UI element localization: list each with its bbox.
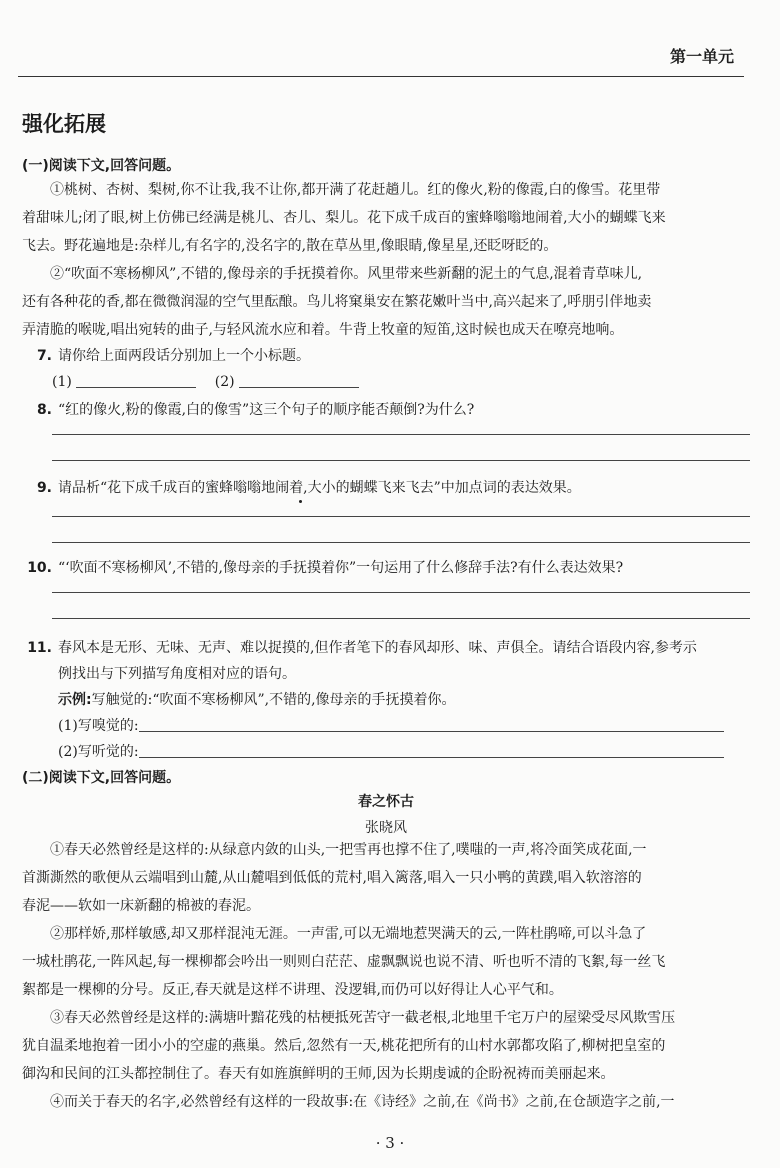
part2-heading: (二)阅读下文,回答问题。 [22,770,181,786]
answer-blank-hearing[interactable] [139,743,724,758]
header-rule [18,76,744,77]
part2-passage-para4: ④而关于春天的名字,必然曾经有这样的一段故事:在《诗经》之前,在《尚书》之前,在仓颉造字之前,一 [50,1094,675,1110]
answer-blank-smell[interactable] [139,717,724,732]
answer-line[interactable] [52,618,750,619]
page-number: · 3 · [375,1134,405,1152]
part1-passage-para2: ②“吹面不寒杨柳风”,不错的,像母亲的手抚摸着你。风里带来些新翻的泥土的气息,混着青草味儿, 还有各种花的香,都在微微润湿的空气里酝酿。鸟儿将窠巢安在繁花嫩叶当中,高兴起来了,呼朋引伴地卖 弄清脆的喉咙,唱出宛转的曲子,与轻风流水应和着。牛背上牧童的短笛,这时候也成天在嘹亮地响。 [22,266,652,338]
answer-line[interactable] [52,516,750,517]
question-11: 11. 春风本是无形、无味、无声、难以捉摸的,但作者笔下的春风却形、味、声俱全。请结合语段内容,参考示 例找出与下列描写角度相对应的语句。 示例:写触觉的:“吹面不寒杨柳风”,不错的,像母亲的手抚摸着你。 (1)写嗅觉的: (2)写听觉的: [22,638,750,762]
section-title: 强化拓展 [22,112,106,136]
part2-passage-para1: ①春天必然曾经是这样的:从绿意内敛的山头,一把雪再也撑不住了,噗嗤的一声,将冷面笑成花面,一 首澌澌然的歌便从云端唱到山麓,从山麓唱到低低的荒村,唱入篱落,唱入一只小鸭的黄蹼,唱入软溶溶的 春泥——软如一床新翻的棉被的春泥。 [22,842,647,914]
answer-line[interactable] [52,542,750,543]
unit-label: 第一单元 [669,47,734,66]
passage-author: 张晓风 [365,820,407,836]
part2-passage-para2: ②那样娇,那样敏感,却又那样混沌无涯。一声雷,可以无端地惹哭满天的云,一阵杜鹃啼,可以斗急了 一城杜鹃花,一阵风起,每一棵柳都会吟出一则则白茫茫、虚飘飘说也说不清、听也听不清的飞絮,每一丝飞 絮都是一棵柳的分号。反正,春天就是这样不讲理、没逻辑,而仍可以好得让人心平气和。 [22,926,666,998]
part2-passage-para3: ③春天必然曾经是这样的:满塘叶黯花残的枯梗抵死苦守一截老根,北地里千宅万户的屋梁受尽风欺雪压 犹自温柔地抱着一团小小的空虚的燕巢。然后,忽然有一天,桃花把所有的山村水郭都攻陷了,柳树把皇室的 御沟和民间的江头都控制住了。春天有如旌旗鲜明的王师,因为长期虔诚的企盼祝祷而美丽起来。 [22,1010,676,1082]
passage-title: 春之怀古 [358,794,414,810]
question-8: 8. “红的像火,粉的像霞,白的像雪”这三个句子的顺序能否颠倒?为什么? [36,402,475,418]
question-9: 9. 请品析“花下成千成百的蜜蜂嗡嗡地闹着,大小的蝴蝶飞来飞去”中加点词的表达效果。 [36,480,581,496]
answer-line[interactable] [52,460,750,461]
answer-line[interactable] [52,592,750,593]
answer-line[interactable] [52,434,750,435]
answer-blank-1[interactable] [76,373,196,388]
part1-passage-para1: ①桃树、杏树、梨树,你不让我,我不让你,都开满了花赶趟儿。红的像火,粉的像霞,白的像雪。花里带 着甜味儿;闭了眼,树上仿佛已经满是桃儿、杏儿、梨儿。花下成千成百的蜜蜂嗡嗡地闹着,大小的蝴蝶飞来 飞去。野花遍地是:杂样儿,有名字的,没名字的,散在草丛里,像眼睛,像星星,还眨呀眨的。 [22,182,666,254]
emphasis-dot [299,500,302,503]
question-7: 7. 请你给上面两段话分别加上一个小标题。 [36,348,310,364]
question-10: 10. “‘吹面不寒杨柳风’,不错的,像母亲的手抚摸着你”一句运用了什么修辞手法?有什么表达效果? [27,560,624,576]
part1-heading: (一)阅读下文,回答问题。 [22,158,181,174]
question-7-blanks: (1) (2) [52,372,750,392]
answer-blank-2[interactable] [239,373,359,388]
